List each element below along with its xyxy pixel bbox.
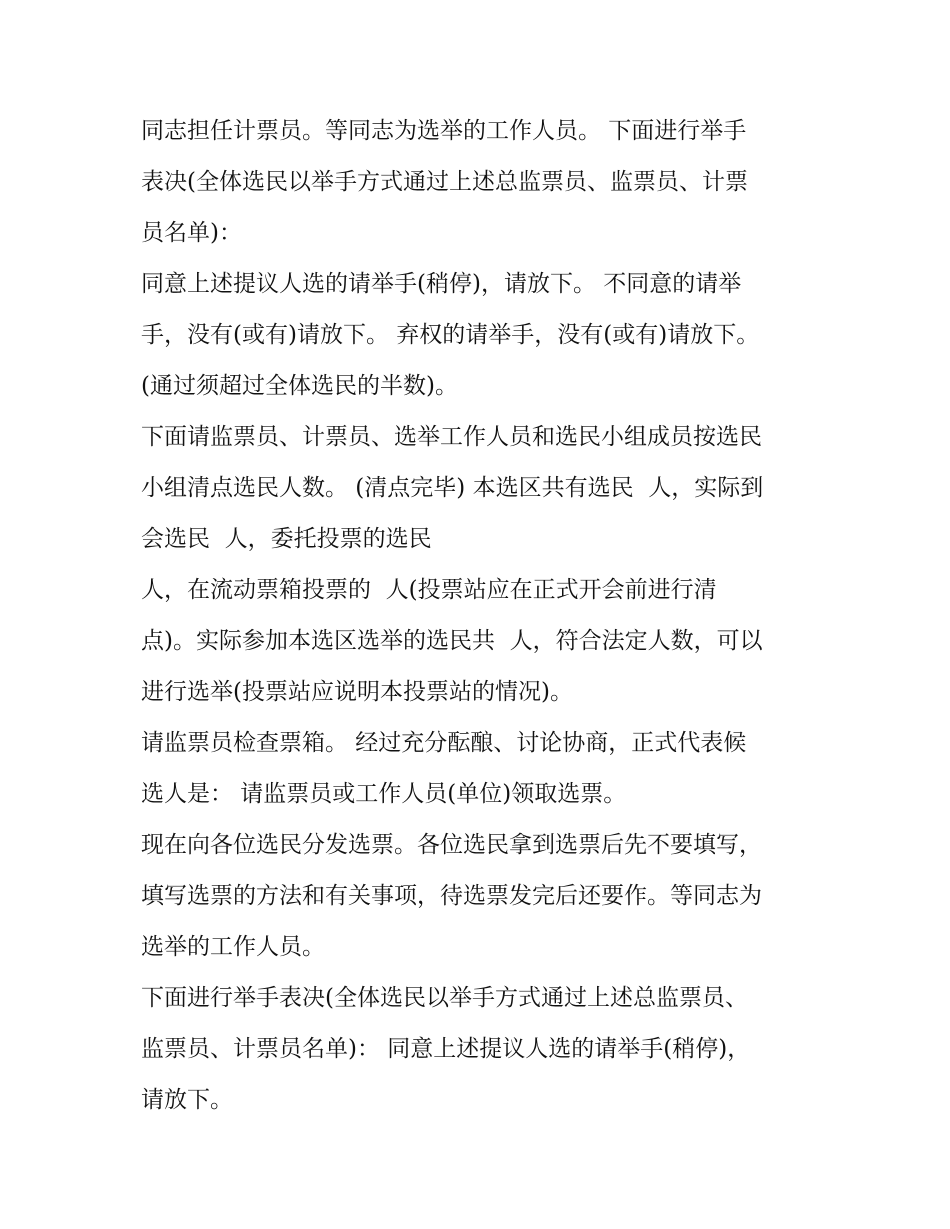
paragraph	[141, 259, 821, 412]
text-line: 员名单)：	[141, 220, 242, 246]
paragraph	[141, 106, 821, 259]
text-line: 选人是： 请监票员或工作人员(单位)领取选票。	[141, 781, 627, 807]
paragraph	[141, 820, 821, 973]
text-line: 进行选举(投票站应说明本投票站的情况)。	[141, 679, 573, 705]
paragraph	[141, 565, 821, 718]
text-line: 同志担任计票员。等同志为选举的工作人员。 下面进行举手	[141, 118, 747, 144]
text-line: 现在向各位选民分发选票。各位选民拿到选票后先不要填写，	[141, 832, 762, 858]
document-body	[141, 106, 821, 1126]
text-line: 会选民 人，委托投票的选民	[141, 526, 432, 552]
text-line: 点)。实际参加本选区选举的选民共 人，符合法定人数，可以	[141, 628, 763, 654]
paragraph	[141, 412, 821, 565]
text-line: (通过须超过全体选民的半数)。	[141, 373, 458, 399]
text-line: 人，在流动票箱投票的 人(投票站应在正式开会前进行清	[141, 577, 717, 603]
text-line: 小组清点选民人数。 (清点完毕) 本选区共有选民 人，实际到	[141, 475, 764, 501]
text-line: 同意上述提议人选的请举手(稍停)，请放下。 不同意的请举	[141, 271, 742, 297]
text-line: 下面进行举手表决(全体选民以举手方式通过上述总监票员、	[141, 985, 748, 1011]
text-line: 下面请监票员、计票员、选举工作人员和选民小组成员按选民	[141, 424, 762, 450]
text-line: 监票员、计票员名单)： 同意上述提议人选的请举手(稍停)，	[141, 1036, 751, 1062]
text-line: 请监票员检查票箱。 经过充分酝酿、讨论协商，正式代表候	[141, 730, 747, 756]
paragraph	[141, 718, 821, 820]
text-line: 请放下。	[141, 1087, 233, 1113]
text-line: 填写选票的方法和有关事项，待选票发完后还要作。等同志为	[141, 883, 762, 909]
text-line: 选举的工作人员。	[141, 934, 325, 960]
text-line: 表决(全体选民以举手方式通过上述总监票员、监票员、计票	[141, 169, 748, 195]
paragraph	[141, 973, 821, 1126]
text-line: 手，没有(或有)请放下。 弃权的请举手，没有(或有)请放下。	[141, 322, 760, 348]
